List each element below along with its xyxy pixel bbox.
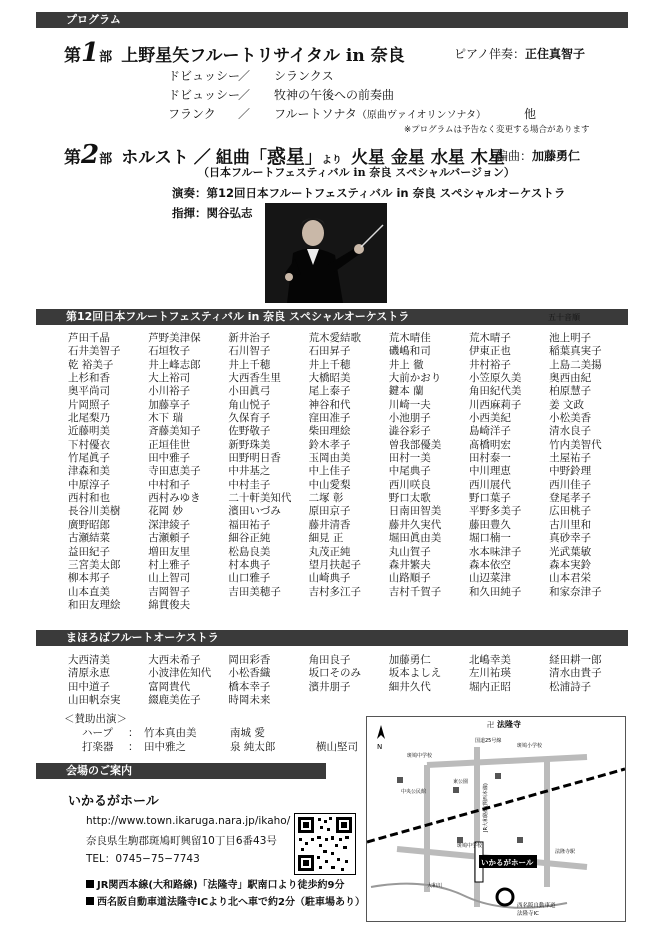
member-name: 小松美香 — [549, 412, 592, 425]
member-name: 藤田豊久 — [468, 518, 511, 531]
member-name: 綿貫俊夫 — [148, 598, 191, 611]
member-row — [68, 599, 629, 612]
member-name: 中村圭子 — [228, 478, 271, 491]
member-name: 奥西由紀 — [549, 372, 592, 385]
member-name: 正垣佳世 — [148, 438, 191, 451]
member-name: 小笠原久美 — [468, 372, 522, 385]
member-name: 二塚 彰 — [308, 492, 344, 505]
program-header: プログラム — [66, 13, 121, 26]
member-name: 村上雅子 — [148, 558, 191, 571]
part2-composer: ホルスト — [121, 148, 189, 168]
colon: ： — [128, 741, 139, 753]
member-name: 髙橋明宏 — [468, 438, 511, 451]
arranger-label: 編曲： — [496, 149, 533, 163]
venue-name: いかるがホール — [68, 794, 159, 809]
member-name: 大上裕司 — [148, 372, 191, 385]
member-name: 井村裕子 — [468, 358, 511, 371]
member-name: 石田昇子 — [308, 345, 351, 358]
member-row — [68, 586, 629, 599]
member-name — [549, 599, 629, 612]
orchestra2-header: まほろばフルートオーケストラ — [66, 631, 219, 644]
member-name: 寺田恵美子 — [148, 465, 201, 478]
member-row — [68, 452, 629, 465]
part1-number: 1 — [81, 38, 100, 68]
member-name: 古川里和 — [549, 518, 592, 531]
member-name: 角山悦子 — [228, 398, 271, 411]
orchestra1-members — [68, 332, 629, 612]
part2-bu: 部 — [99, 152, 113, 167]
member-name — [309, 599, 389, 612]
member-name: 石川智子 — [228, 345, 271, 358]
arranger-name: 加藤勇仁 — [532, 149, 581, 163]
member-name: 芦田千晶 — [68, 332, 110, 344]
performer-label: 演奏： — [172, 186, 207, 200]
member-name: 藤井久実代 — [388, 518, 442, 531]
support-name: 泉 純太郎 — [230, 741, 276, 753]
member-name: 西川展代 — [468, 478, 511, 491]
member-name: 小松香織 — [228, 667, 271, 680]
member-name: 二十軒美知代 — [228, 492, 292, 505]
member-name: 佐野敬子 — [228, 425, 271, 438]
member-row — [68, 667, 629, 680]
member-name: 荒木晴子 — [468, 332, 511, 344]
member-name: 益田紀子 — [68, 545, 110, 558]
member-name: 山本直美 — [68, 585, 110, 598]
member-name: 細井久代 — [388, 680, 431, 693]
member-name: 近藤明美 — [68, 425, 110, 438]
venue-header: 会場のご案内 — [66, 764, 132, 777]
member-name: 森本依空 — [468, 558, 511, 571]
member-name: 藤井清香 — [308, 518, 351, 531]
member-name: 中村和子 — [148, 478, 191, 491]
part2-dai: 第 — [64, 148, 81, 168]
member-name: 中上佳子 — [308, 465, 351, 478]
member-name: 西村和也 — [68, 492, 110, 505]
support-title: ＜賛助出演＞ — [64, 713, 127, 725]
member-name: 細谷正純 — [228, 532, 271, 545]
member-name — [389, 599, 469, 612]
svg-text:国道25号線: 国道25号線 — [475, 738, 502, 744]
member-name: 山上智司 — [148, 572, 191, 585]
yori: より — [321, 155, 342, 166]
member-name: 吉岡智子 — [148, 585, 191, 598]
venue-address: 奈良県生駒郡斑鳩町興留10丁目6番43号 — [86, 835, 277, 847]
performer — [172, 185, 565, 201]
member-name: 吉村千賀子 — [388, 585, 442, 598]
member-row — [68, 465, 629, 478]
member-name: 北尾梨乃 — [68, 412, 110, 425]
member-name: 古瀬結菜 — [68, 532, 110, 545]
member-name: 原田京子 — [308, 505, 351, 518]
member-name: 伊東正也 — [468, 345, 511, 358]
member-name: 角田良子 — [308, 654, 351, 666]
access-item — [86, 893, 365, 908]
member-name: 中山愛梨 — [308, 478, 351, 491]
svg-text:法隆寺IC: 法隆寺IC — [517, 911, 539, 917]
member-name: 柳本邦子 — [68, 572, 110, 585]
member-name: 堀内正昭 — [468, 680, 511, 693]
member-name: 清水由貴子 — [549, 667, 602, 680]
member-name: 玉岡由美 — [308, 452, 351, 465]
bullet-icon — [86, 897, 94, 905]
member-name: 鈴木孝子 — [308, 438, 351, 451]
part2-slash: ／ — [193, 148, 211, 168]
member-name: 大西未希子 — [148, 654, 201, 666]
orchestra2-header-bar — [36, 630, 628, 646]
member-name: 田村一美 — [388, 452, 431, 465]
conductor-photo — [265, 203, 387, 303]
part2-subtitle: （日本フルートフェスティバル in 奈良 スペシャルバージョン） — [198, 166, 515, 179]
composer: ドビュッシー — [168, 69, 241, 83]
program-header-bar — [36, 12, 628, 28]
bullet-icon — [86, 880, 94, 888]
conductor-label: 指揮： — [172, 206, 207, 220]
member-name: 川崎一夫 — [388, 398, 431, 411]
work-row — [168, 105, 486, 122]
separator: ／ — [238, 69, 251, 83]
part2-number: 2 — [81, 140, 100, 170]
member-row — [68, 372, 629, 385]
member-row — [68, 681, 629, 694]
member-name: 松浦詩子 — [549, 680, 592, 693]
etc: 他 — [524, 107, 537, 121]
member-name — [469, 599, 549, 612]
svg-text:法隆寺駅: 法隆寺駅 — [555, 849, 576, 855]
member-name: 坂本よしえ — [388, 667, 442, 680]
member-name: 西川佳子 — [549, 478, 592, 491]
member-name: 吉田美穂子 — [228, 585, 281, 598]
member-name: 村本典子 — [228, 558, 271, 571]
member-name: 大橋昭美 — [308, 372, 351, 385]
member-name: 尾上泰子 — [308, 385, 351, 398]
member-name: 平野多美子 — [468, 505, 522, 518]
member-name: 西川咲良 — [388, 478, 431, 491]
member-name: 竹内美智代 — [549, 438, 602, 451]
member-name: 津森和美 — [68, 465, 110, 478]
member-name: 加藤勇仁 — [388, 654, 431, 666]
member-name: 中尾典子 — [388, 465, 431, 478]
member-name: 廣野昭郎 — [68, 518, 110, 531]
member-name: 吉村多江子 — [308, 585, 362, 598]
member-name: 澁谷彩子 — [388, 425, 431, 438]
member-name: 小波津佐知代 — [148, 667, 212, 680]
separator: ／ — [238, 107, 251, 121]
member-row — [68, 694, 629, 707]
piece: フルートソナタ — [274, 107, 357, 121]
member-row — [68, 385, 629, 398]
composer: ドビュッシー — [168, 88, 241, 102]
member-name: 岡田彩香 — [228, 654, 271, 666]
member-name: 片岡照子 — [68, 398, 110, 411]
member-name: 角田紀代美 — [468, 385, 522, 398]
svg-text:東公園: 東公園 — [453, 779, 469, 785]
member-name: 木下 瑞 — [148, 412, 184, 425]
member-name: 野口葉子 — [468, 492, 511, 505]
member-name: 小川裕子 — [148, 385, 191, 398]
member-name: 北嶋幸美 — [468, 654, 511, 666]
member-name: 窪田准子 — [308, 412, 351, 425]
separator: ／ — [238, 88, 251, 102]
instrument: ハープ — [82, 727, 113, 739]
member-name: 田中道子 — [68, 680, 110, 693]
member-name: 山田帆奈実 — [68, 694, 121, 707]
svg-text:斑鳩中学校: 斑鳩中学校 — [457, 843, 483, 849]
member-name: 大西香生里 — [228, 372, 281, 385]
member-name: 水本味津子 — [468, 545, 522, 558]
member-name: 久保育子 — [228, 412, 271, 425]
member-name: 山崎典子 — [308, 572, 351, 585]
member-name — [549, 694, 629, 707]
member-row — [68, 345, 629, 358]
part1-dai: 第 — [64, 46, 81, 66]
member-name: 古瀬頼子 — [148, 532, 191, 545]
order-note: 五十音順 — [548, 313, 580, 322]
part1-title-line — [64, 38, 405, 68]
venue-tel: TEL：0745−75−7743 — [86, 853, 200, 865]
member-row — [68, 439, 629, 452]
movements: 火星 金星 水星 木星 — [351, 148, 505, 168]
member-row — [68, 546, 629, 559]
piece-extra: （原曲ヴァイオリンソナタ） — [356, 110, 487, 121]
member-name: 清原永恵 — [68, 667, 110, 680]
member-name: 森井繁夫 — [388, 558, 431, 571]
map-temple-label: 法隆寺 — [497, 720, 521, 729]
member-name: 小池朋子 — [388, 412, 431, 425]
member-name: 森本実鈴 — [549, 558, 592, 571]
svg-text:JR大和路線(関西本線): JR大和路線(関西本線) — [483, 783, 489, 832]
member-name: 和家奈津子 — [549, 585, 602, 598]
member-name: 清水良子 — [549, 425, 592, 438]
member-name: 花岡 妙 — [148, 505, 184, 518]
member-name: 山路順子 — [388, 572, 431, 585]
member-name: 山辺菜津 — [468, 572, 511, 585]
instrument: 打楽器 — [82, 741, 114, 753]
member-name: 橋本幸子 — [228, 680, 271, 693]
member-row — [68, 519, 629, 532]
member-row — [68, 425, 629, 438]
north-arrow-icon — [377, 725, 385, 751]
support-name: 田中雅之 — [144, 741, 186, 753]
member-name: 柏原慧子 — [549, 385, 592, 398]
svg-text:卍: 卍 — [487, 721, 494, 729]
part1-bu: 部 — [99, 50, 113, 65]
piano-label: ピアノ伴奏： — [454, 47, 526, 61]
member-name: 長谷川美樹 — [68, 505, 121, 518]
access-text: 西名阪自動車道法隆寺ICより北へ車で約2分（駐車場あり） — [97, 897, 366, 908]
member-name: 中原淳子 — [68, 478, 110, 491]
member-row — [68, 332, 629, 345]
qr-code[interactable] — [294, 813, 356, 875]
member-name: 小田眞弓 — [228, 385, 271, 398]
member-name: 井上千穂 — [308, 358, 351, 371]
member-name: 柴田理絵 — [308, 425, 351, 438]
member-name: 曽我部優美 — [388, 438, 442, 451]
member-name: 中井基之 — [228, 465, 271, 478]
member-name: 田村泰一 — [468, 452, 511, 465]
member-name: 島崎洋子 — [468, 425, 511, 438]
member-name: 広田桃子 — [549, 505, 592, 518]
member-name: 新野珠美 — [228, 438, 271, 451]
member-name: 丸山賀子 — [388, 545, 431, 558]
support-row — [82, 725, 316, 740]
member-name: 井上千穂 — [228, 358, 271, 371]
member-row — [68, 399, 629, 412]
member-name: 堀口楠一 — [468, 532, 511, 545]
title-main: 惑星 — [266, 146, 305, 168]
orchestra2-members — [68, 654, 629, 707]
member-name: 稲葉真実子 — [549, 345, 602, 358]
title-pre: 組曲「 — [215, 148, 267, 168]
member-name: 山口雅子 — [228, 572, 271, 585]
member-row — [68, 559, 629, 572]
work-row — [168, 67, 334, 84]
venue-header-bar — [36, 763, 326, 779]
svg-text:西名阪自動車道: 西名阪自動車道 — [517, 903, 556, 909]
member-name: 深津綾子 — [148, 518, 191, 531]
member-name: 大西清美 — [68, 654, 110, 666]
member-name: 和久田純子 — [468, 585, 522, 598]
piece: 牧神の午後への前奏曲 — [274, 88, 395, 102]
svg-text:斑鳩中学校: 斑鳩中学校 — [407, 753, 433, 759]
member-name: 富岡貴代 — [148, 680, 191, 693]
member-name: 和田友理絵 — [68, 598, 121, 611]
member-name: 加藤享子 — [148, 398, 191, 411]
member-row — [68, 359, 629, 372]
svg-text:中央公民館: 中央公民館 — [401, 789, 427, 795]
member-name: 井上峰志郎 — [148, 358, 201, 371]
support-name: 南城 愛 — [230, 727, 265, 739]
member-row — [68, 479, 629, 492]
conductor — [172, 205, 253, 221]
member-row — [68, 412, 629, 425]
member-name: 竹尾眞子 — [68, 452, 110, 465]
member-row — [68, 492, 629, 505]
member-name: 大前かおり — [388, 372, 442, 385]
member-name: 松島良美 — [228, 545, 271, 558]
title-post: 」 — [304, 148, 322, 168]
member-name: 綴鹿美佐子 — [148, 694, 201, 707]
member-name — [309, 694, 389, 707]
orchestra1-header-bar — [36, 309, 628, 325]
member-name: 土屋祐子 — [549, 452, 592, 465]
member-name: 左川祐瑛 — [468, 667, 511, 680]
member-name: 三宮美太郎 — [68, 558, 121, 571]
orchestra1-header: 第12回日本フルートフェスティバル in 奈良 スペシャルオーケストラ — [66, 310, 410, 323]
member-name: 斉藤美知子 — [148, 425, 201, 438]
member-name: 光武葉敏 — [549, 545, 592, 558]
member-name: 日南田智美 — [388, 505, 442, 518]
member-name: 坂口そのみ — [308, 667, 362, 680]
member-name: 田野明日香 — [228, 452, 281, 465]
member-name: 池上明子 — [549, 332, 592, 344]
member-name: 石井美智子 — [68, 345, 121, 358]
program-note: ※プログラムは予告なく変更する場合があります — [404, 125, 590, 135]
pianist: 正住真智子 — [525, 47, 586, 61]
svg-text:大和川: 大和川 — [427, 883, 443, 889]
member-name: 姜 文政 — [549, 398, 584, 411]
map-hall-label: いかるがホール — [481, 858, 534, 867]
member-row — [68, 505, 629, 518]
member-name: 神谷和代 — [308, 398, 351, 411]
member-name: 増田友里 — [148, 545, 191, 558]
member-name: 下村優衣 — [68, 438, 110, 451]
work-row — [168, 86, 394, 103]
member-name: 中野鈴理 — [549, 465, 592, 478]
performer-name: 第12回日本フルートフェスティバル in 奈良 スペシャルオーケストラ — [206, 186, 566, 200]
member-name: 丸茂正純 — [308, 545, 351, 558]
venue-map[interactable] — [366, 716, 626, 922]
member-name: 鍵本 蘭 — [388, 385, 424, 398]
arranger — [496, 147, 580, 164]
member-row — [68, 572, 629, 585]
member-name: 新井治子 — [228, 332, 271, 344]
member-name: 真砂幸子 — [549, 532, 592, 545]
access-text: JR関西本線(大和路線)「法隆寺」駅南口より徒歩約9分 — [97, 880, 345, 891]
piece: シランクス — [274, 69, 334, 83]
svg-text:N: N — [377, 743, 383, 751]
colon: ： — [128, 727, 139, 739]
member-name: 山本君栄 — [549, 572, 592, 585]
member-name: 奥平尚司 — [68, 385, 110, 398]
member-name — [469, 694, 549, 707]
member-name: 石垣牧子 — [148, 345, 191, 358]
member-name: 時岡未来 — [228, 694, 271, 707]
member-name: 上杉和香 — [68, 372, 110, 385]
member-name: 野口太歌 — [388, 492, 431, 505]
conductor-name: 関谷弘志 — [206, 206, 253, 220]
support-name: 横山堅司 — [316, 741, 358, 753]
access-item — [86, 876, 345, 891]
member-name: 西村みゆき — [148, 492, 201, 505]
member-name: 磯嶋和司 — [388, 345, 431, 358]
member-name: 上島二美揚 — [549, 358, 602, 371]
composer: フランク — [168, 107, 216, 121]
member-name: 登尾孝子 — [549, 492, 592, 505]
member-name — [389, 694, 469, 707]
member-name: 経田耕一郎 — [549, 654, 602, 666]
member-name — [228, 599, 308, 612]
member-name: 田中雅子 — [148, 452, 191, 465]
support-row — [82, 739, 358, 754]
member-name: 濱田いづみ — [228, 505, 281, 518]
member-name: 小西美紀 — [468, 412, 511, 425]
part1-piano — [454, 45, 585, 62]
member-name: 中川理恵 — [468, 465, 511, 478]
support-name: 竹本真由美 — [144, 727, 197, 739]
venue-url[interactable]: http://www.town.ikaruga.nara.jp/ikaho/ — [86, 815, 291, 827]
member-row — [68, 532, 629, 545]
part1-title: 上野星矢フルートリサイタル in 奈良 — [121, 46, 405, 66]
member-name: 堀田眞由美 — [388, 532, 442, 545]
member-name: 望月扶起子 — [308, 558, 362, 571]
member-name: 細見 正 — [308, 532, 344, 545]
svg-text:斑鳩小学校: 斑鳩小学校 — [517, 743, 543, 749]
member-name: 井上 徹 — [388, 358, 424, 371]
member-name: 荒木晴佳 — [388, 332, 431, 344]
member-name: 濱井朋子 — [308, 680, 351, 693]
member-name: 荒木愛結歌 — [308, 332, 362, 344]
member-name: 川西麻莉子 — [468, 398, 522, 411]
member-row — [68, 654, 629, 667]
member-name: 乾 裕美子 — [68, 358, 114, 371]
member-name: 福田祐子 — [228, 518, 271, 531]
member-name: 芦野美津保 — [148, 332, 201, 344]
